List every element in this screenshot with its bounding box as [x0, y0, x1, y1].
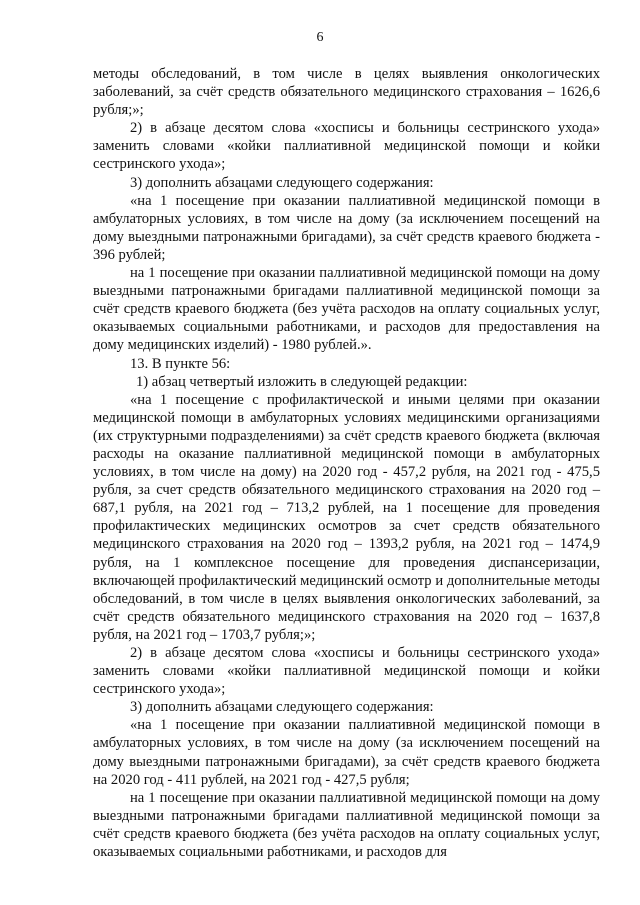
paragraph-item-3: 3) дополнить абзацами следующего содержания: — [130, 174, 434, 191]
paragraph-item-3: 3) дополнить абзацами следующего содержания: — [130, 699, 434, 716]
document-body — [93, 65, 600, 861]
paragraph-item-1: 1) абзац четвертый изложить в следующей редакции: — [136, 373, 468, 390]
page-number: 6 — [316, 30, 324, 45]
paragraph-quote: «на 1 посещение с профилактической и иными целями при оказании медицинской помощи в амбулаторных условиях медицинскими организациями (их структурными подразделениями) за счёт средств краевого бюджета (включая расходы на оказание паллиативной медицинской помощи в амбулаторных условиях, в том числе на дому) на 2020 год - 457,2 рубля, на 2021 год - 475,5 рубля, за счет средств обязательного медицинского страхования на 2020 год – 687,1 рубля, на 2021 год – 713,2 рублей, на 1 посещение для проведения профилактических медицинских осмотров за счет средств обязательного медицинского страхования на 2020 год – 1393,2 рубля, на 2021 год – 1474,9 рубля, на 1 комплексное посещение для проведения диспансеризации, включающей профилактический медицинский осмотр и дополнительные методы обследований, в том числе в целях выявления онкологических заболеваний, за счёт средств обязательного медицинского страхования на 2020 год – 1637,8 рубля, на 2021 год – 1703,7 рубля;»; — [93, 391, 600, 643]
paragraph-continuation: методы обследований, в том числе в целях выявления онкологических заболеваний, за счёт средств обязательного медицинского страхования – 1626,6 рубля;»; — [93, 66, 600, 119]
paragraph-quote: на 1 посещение при оказании паллиативной медицинской помощи на дому выездными патронажными бригадами паллиативной медицинской помощи за счёт средств краевого бюджета (без учёта расходов на оплату социальных услуг, оказываемых социальными работниками, и расходов для — [93, 789, 600, 861]
paragraph-quote: «на 1 посещение при оказании паллиативной медицинской помощи в амбулаторных условиях, в том числе на дому (за исключением посещений на дому выездными патронажными бригадами), за счёт средств краевого бюджета - 396 рублей; — [93, 192, 600, 263]
paragraph-quote: на 1 посещение при оказании паллиативной медицинской помощи на дому выездными патронажными бригадами паллиативной медицинской помощи за счёт средств краевого бюджета (без учёта расходов на оплату социальных услуг, оказываемых социальными работниками, и расходов для предоставления на дому медицинских изделий) - 1980 рублей.». — [93, 265, 600, 354]
paragraph-quote: «на 1 посещение при оказании паллиативной медицинской помощи в амбулаторных условиях, в том числе на дому (за исключением посещений на дому выездными патронажными бригадами), за счёт средств краевого бюджета на 2020 год - 411 рублей, на 2021 год - 427,5 рубля; — [93, 717, 600, 788]
paragraph-item-2: 2) в абзаце десятом слова «хосписы и больницы сестринского ухода» заменить словами «койки паллиативной медицинской помощи и койки сестринского ухода»; — [93, 120, 600, 173]
paragraph-item-2: 2) в абзаце десятом слова «хосписы и больницы сестринского ухода» заменить словами «койки паллиативной медицинской помощи и койки сестринского ухода»; — [93, 645, 600, 698]
paragraph-section-13: 13. В пункте 56: — [130, 355, 231, 372]
